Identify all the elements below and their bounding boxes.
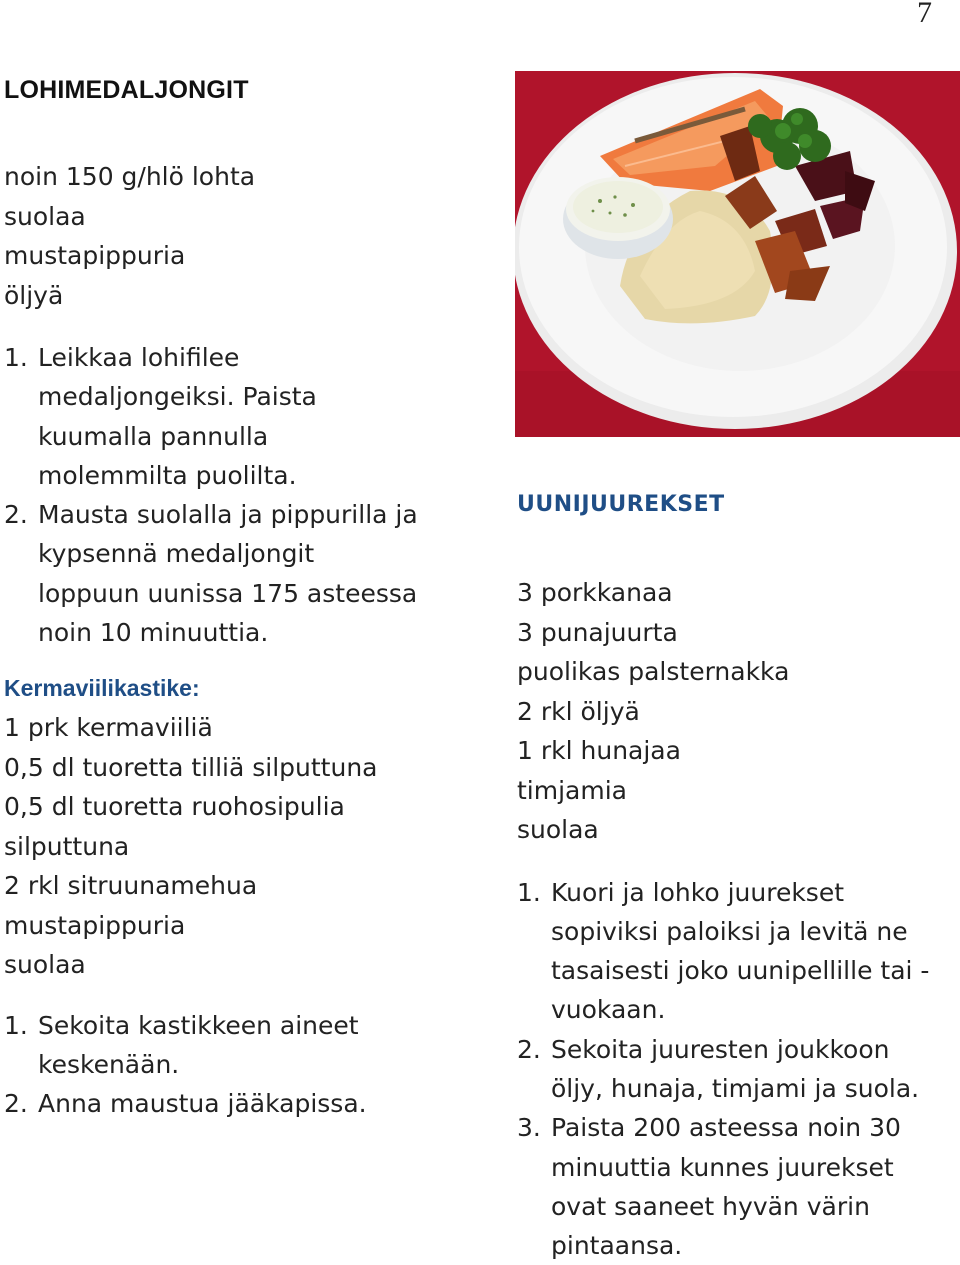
step-text-line: ovat saaneet hyvän värin <box>551 1187 957 1226</box>
step-item <box>517 1030 957 1109</box>
step-text <box>38 338 504 495</box>
ingredient-line: 2 rkl sitruunamehua <box>4 866 504 906</box>
step-text-line: Sekoita juuresten joukkoon <box>551 1030 957 1069</box>
step-text <box>551 1030 957 1109</box>
ingredient-line: 1 prk kermaviiliä <box>4 708 504 748</box>
step-text-line: kypsennä medaljongit <box>38 534 504 573</box>
step-text-line: molemmilta puolilta. <box>38 456 504 495</box>
dish-photo <box>515 71 960 437</box>
ingredient-line: 0,5 dl tuoretta tilliä silputtuna <box>4 748 504 788</box>
roots-recipe-title: UUNIJUUREKSET <box>517 486 957 524</box>
step-text-line: loppuun uunissa 175 asteessa <box>38 574 504 613</box>
salmon-recipe-title: LOHIMEDALJONGIT <box>4 70 504 110</box>
step-number: 3. <box>517 1108 551 1265</box>
sauce-steps <box>4 1006 504 1124</box>
step-text <box>551 873 957 1030</box>
step-number: 2. <box>517 1030 551 1109</box>
step-text <box>551 1108 957 1265</box>
ingredient-line: suolaa <box>4 197 504 237</box>
ingredient-line: 3 porkkanaa <box>517 573 957 613</box>
ingredient-line: timjamia <box>517 771 957 811</box>
roots-steps <box>517 873 957 1265</box>
step-item <box>4 495 504 652</box>
ingredient-line: 3 punajuurta <box>517 613 957 653</box>
ingredient-line: suolaa <box>4 945 504 985</box>
step-text-line: keskenään. <box>38 1045 504 1084</box>
right-column <box>517 486 957 1265</box>
left-column <box>4 70 504 1124</box>
ingredient-line: 2 rkl öljyä <box>517 692 957 732</box>
step-text <box>38 495 504 652</box>
step-text-line: Anna maustua jääkapissa. <box>38 1084 504 1123</box>
step-item <box>517 873 957 1030</box>
step-text-line: Kuori ja lohko juurekset <box>551 873 957 912</box>
step-text <box>38 1006 504 1085</box>
step-item <box>4 1006 504 1085</box>
ingredient-line: 1 rkl hunajaa <box>517 731 957 771</box>
step-text-line: Leikkaa lohifilee <box>38 338 504 377</box>
step-item <box>4 338 504 495</box>
salmon-ingredients <box>4 157 504 315</box>
step-text-line: Paista 200 asteessa noin 30 <box>551 1108 957 1147</box>
step-text-line: tasaisesti joko uunipellille tai - <box>551 951 957 990</box>
step-text-line: sopiviksi paloiksi ja levitä ne <box>551 912 957 951</box>
ingredient-line: 0,5 dl tuoretta ruohosipulia <box>4 787 504 827</box>
step-text-line: Mausta suolalla ja pippurilla ja <box>38 495 504 534</box>
step-text-line: öljy, hunaja, timjami ja suola. <box>551 1069 957 1108</box>
step-text-line: Sekoita kastikkeen aineet <box>38 1006 504 1045</box>
step-number: 1. <box>4 338 38 495</box>
ingredient-line: mustapippuria <box>4 906 504 946</box>
ingredient-line: puolikas palsternakka <box>517 652 957 692</box>
step-item <box>4 1084 504 1123</box>
ingredient-line: noin 150 g/hlö lohta <box>4 157 504 197</box>
salmon-steps <box>4 338 504 652</box>
step-number: 1. <box>517 873 551 1030</box>
ingredient-line: öljyä <box>4 276 504 316</box>
step-number: 2. <box>4 1084 38 1123</box>
step-item <box>517 1108 957 1265</box>
ingredient-line: mustapippuria <box>4 236 504 276</box>
ingredient-line: silputtuna <box>4 827 504 867</box>
step-text-line: vuokaan. <box>551 990 957 1029</box>
step-text <box>38 1084 504 1123</box>
step-text-line: kuumalla pannulla <box>38 417 504 456</box>
step-text-line: pintaansa. <box>551 1226 957 1265</box>
roots-ingredients <box>517 573 957 850</box>
step-text-line: noin 10 minuuttia. <box>38 613 504 652</box>
step-text-line: minuuttia kunnes juurekset <box>551 1148 957 1187</box>
page-number: 7 <box>917 0 932 30</box>
sauce-ingredients <box>4 708 504 985</box>
ingredient-line: suolaa <box>517 810 957 850</box>
step-number: 1. <box>4 1006 38 1085</box>
sauce-title: Kermaviilikastike: <box>4 668 504 708</box>
step-text-line: medaljongeiksi. Paista <box>38 377 504 416</box>
step-number: 2. <box>4 495 38 652</box>
